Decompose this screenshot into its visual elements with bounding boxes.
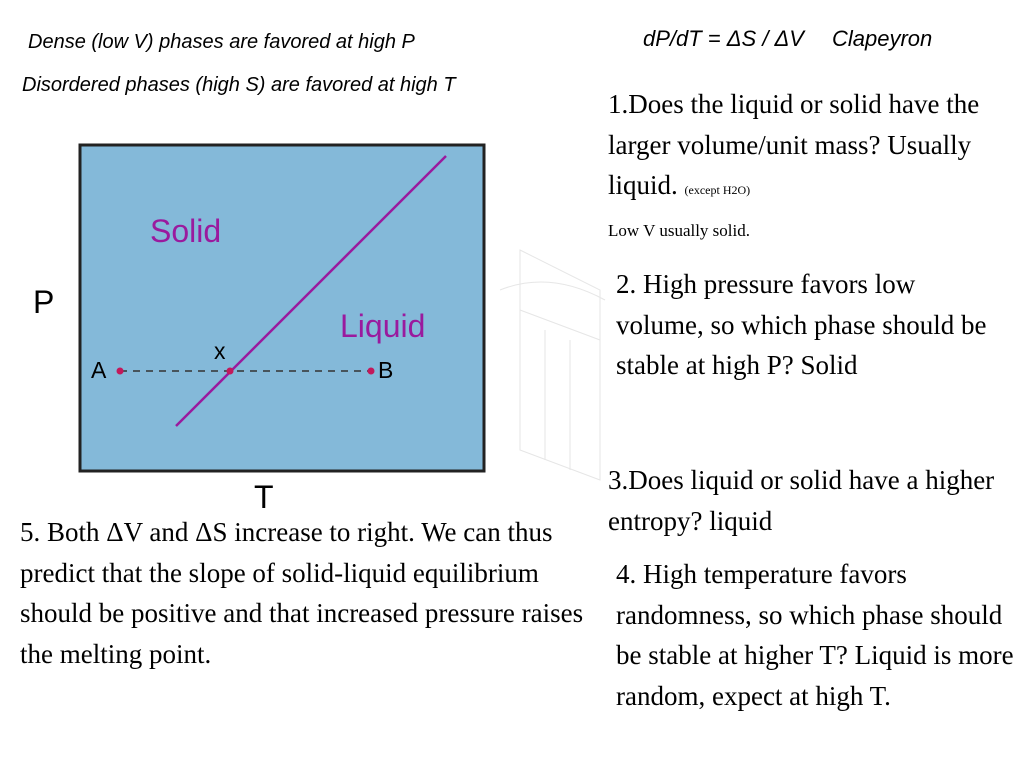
point-b-label: B [378,357,394,383]
question-1-text: 1.Does the liquid or solid have the larger volume/unit mass? Usually liquid. [608,89,980,200]
x-axis-label-t: T [254,479,274,515]
question-5: 5. Both ΔV and ΔS increase to right. We can thus predict that the slope of solid-liquid equilibrium should be positive and that increased pressure raises the melting point. [20,517,584,669]
point-a-marker [117,368,124,375]
point-a-label: A [91,357,107,383]
question-1-exception: (except H2O) [684,183,751,197]
question-1 [608,84,1008,211]
point-x-marker [227,368,234,375]
header-line-temperature: Disordered phases (high S) are favored at high T [22,74,456,96]
point-b-marker [368,368,375,375]
question-2: 2. High pressure favors low volume, so which phase should be stable at high P? Solid [616,269,987,380]
question-1-note: Low V usually solid. [608,221,750,240]
clapeyron-equation [643,26,932,52]
equation-text: dP/dT = ΔS / ΔV [643,26,804,51]
y-axis-label-p: P [33,284,55,320]
equation-name: Clapeyron [831,26,933,51]
question-3: 3.Does liquid or solid have a higher entropy? liquid [608,465,995,536]
header-line-pressure: Dense (low V) phases are favored at high P [28,31,415,53]
point-x-label: x [214,338,226,364]
solid-region-label: Solid [150,213,222,249]
question-4: 4. High temperature favors randomness, so which phase should be stable at higher T? Liquid is more random, expect at high T. [616,559,1014,711]
liquid-region-label: Liquid [340,308,426,344]
phase-diagram [0,120,600,520]
